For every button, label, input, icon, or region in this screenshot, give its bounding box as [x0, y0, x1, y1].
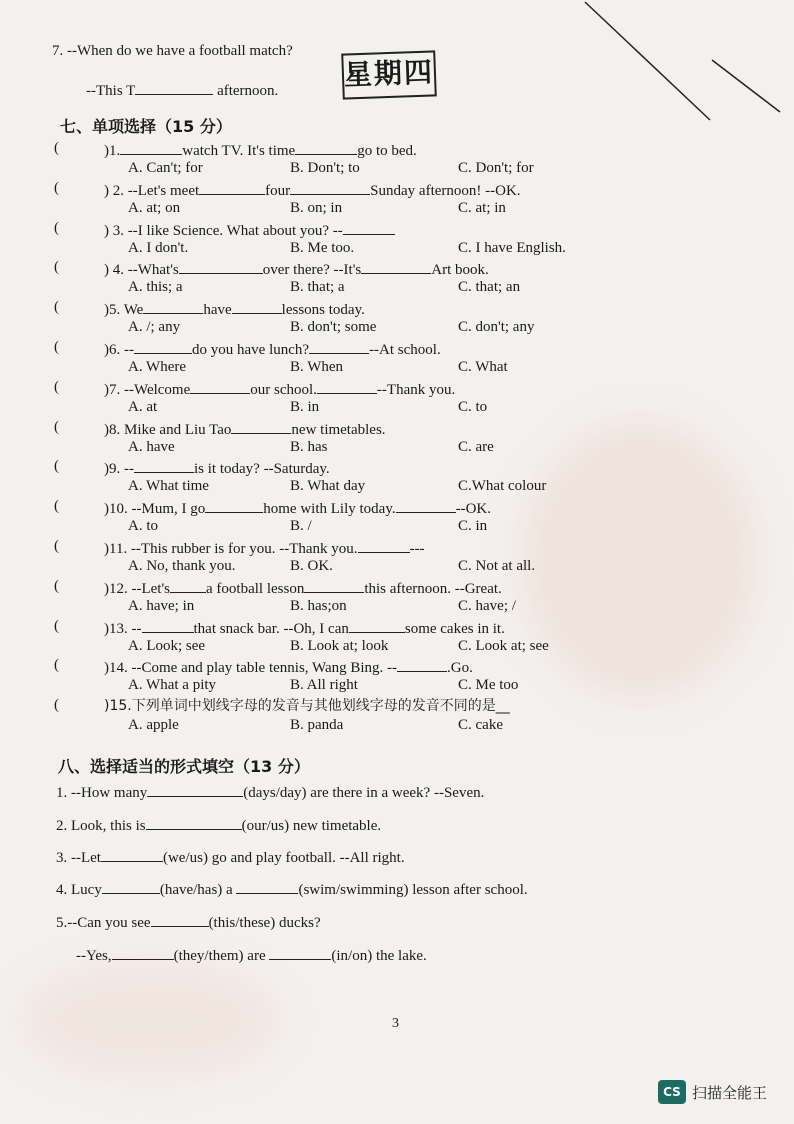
answer-blank[interactable] — [317, 379, 377, 394]
answer-paren[interactable]: ( — [54, 578, 59, 594]
answer-blank[interactable] — [397, 657, 447, 672]
option-b: B. All right — [290, 677, 358, 693]
answer-blank[interactable] — [120, 140, 182, 155]
option-b: B. What day — [290, 478, 366, 494]
answer-blank[interactable] — [179, 259, 263, 274]
option-c: C. have; / — [458, 598, 516, 614]
option-c: C. that; an — [458, 279, 521, 295]
answer-blank[interactable] — [199, 180, 265, 195]
fill-item-2: 2. Look, this is (our/us) new timetable. — [56, 815, 381, 835]
option-c: C.What colour — [458, 478, 547, 494]
option-a: A. Look; see — [128, 638, 206, 654]
answer-paren[interactable]: ( — [54, 180, 59, 196]
answer-paren[interactable]: ( — [54, 419, 59, 435]
option-a: A. What a pity — [128, 677, 217, 693]
option-b: B. Don't; to — [290, 160, 360, 176]
answer-blank[interactable] — [358, 538, 410, 553]
answer-paren[interactable]: ( — [54, 220, 59, 236]
option-a: A. No, thank you. — [128, 558, 236, 574]
q7-line2: --This T afternoon. — [86, 80, 278, 100]
question-stem: )6. -- do you have lunch? --At school. — [104, 339, 441, 359]
question-stem: )14. --Come and play table tennis, Wang Bing. -- .Go. — [104, 657, 473, 677]
page-number: 3 — [392, 1016, 399, 1031]
question-stem: )10. --Mum, I go home with Lily today. --OK. — [104, 498, 491, 518]
fill-item-5-answer: --Yes, (they/them) are (in/on) the lake. — [76, 945, 427, 965]
option-a: A. have; in — [128, 598, 195, 614]
answer-blank[interactable] — [170, 578, 206, 593]
answer-paren[interactable]: ( — [54, 538, 59, 554]
option-a: A. Can't; for — [128, 160, 203, 176]
answer-blank[interactable] — [343, 220, 395, 235]
answer-paren[interactable]: ( — [54, 299, 59, 315]
answer-blank[interactable] — [361, 259, 431, 274]
question-stem: )8. Mike and Liu Tao new timetables. — [104, 419, 386, 439]
option-b: B. panda — [290, 717, 344, 733]
option-b: B. Me too. — [290, 240, 355, 256]
answer-blank[interactable] — [231, 419, 291, 434]
cs-logo-icon: CS — [658, 1080, 686, 1104]
option-c: C. in — [458, 518, 488, 534]
answer-paren[interactable]: ( — [54, 697, 59, 713]
option-b: B. has;on — [290, 598, 347, 614]
fill-item-5: 5.--Can you see (this/these) ducks? — [56, 912, 321, 932]
option-b: B. OK. — [290, 558, 333, 574]
option-a: A. What time — [128, 478, 209, 494]
answer-blank[interactable] — [205, 498, 263, 513]
option-b: B. in — [290, 399, 320, 415]
option-a: A. at; on — [128, 200, 181, 216]
question-stem: )15.下列单词中划线字母的发音与其他划线字母的发音不同的是__ — [104, 698, 510, 714]
option-b: B. Look at; look — [290, 638, 389, 654]
option-a: A. this; a — [128, 279, 183, 295]
question-stem: )7. --Welcome our school. --Thank you. — [104, 379, 455, 399]
option-a: A. I don't. — [128, 240, 189, 256]
question-stem: )9. -- is it today? --Saturday. — [104, 458, 330, 478]
option-b: B. don't; some — [290, 319, 377, 335]
answer-paren[interactable]: ( — [54, 140, 59, 156]
answer-blank[interactable] — [396, 498, 456, 513]
answer-blank[interactable] — [295, 140, 357, 155]
answer-blank[interactable] — [134, 458, 194, 473]
weekday-stamp: 星期四 — [341, 50, 437, 99]
question-stem: )5. We have lessons today. — [104, 299, 365, 319]
answer-blank[interactable] — [143, 299, 203, 314]
option-b: B. on; in — [290, 200, 343, 216]
answer-blank[interactable] — [309, 339, 369, 354]
answer-blank[interactable] — [134, 339, 192, 354]
scanner-app-name: 扫描全能王 — [692, 1083, 768, 1102]
answer-paren[interactable]: ( — [54, 458, 59, 474]
answer-paren[interactable]: ( — [54, 339, 59, 355]
option-b: B. that; a — [290, 279, 345, 295]
fill-item-3: 3. --Let (we/us) go and play football. --All right. — [56, 847, 405, 867]
question-stem: ) 3. --I like Science. What about you? -- — [104, 220, 395, 240]
option-c: C. don't; any — [458, 319, 535, 335]
question-stem: )13. -- that snack bar. --Oh, I can some cakes in it. — [104, 618, 505, 638]
question-stem: ) 2. --Let's meet four Sunday afternoon! --OK. — [104, 180, 521, 200]
option-b: B. When — [290, 359, 344, 375]
option-c: C. cake — [458, 717, 503, 733]
fill-item-1: 1. --How many (days/day) are there in a week? --Seven. — [56, 782, 484, 802]
question-stem: )12. --Let's a football lesson this afternoon. --Great. — [104, 578, 502, 598]
option-c: C. Not at all. — [458, 558, 536, 574]
question-stem: )11. --This rubber is for you. --Thank you. --- — [104, 538, 425, 558]
answer-paren[interactable]: ( — [54, 379, 59, 395]
section7-title: 七、单项选择（15 分） — [60, 117, 232, 136]
option-a: A. Where — [128, 359, 187, 375]
q7-line1: 7. --When do we have a football match? — [52, 43, 293, 59]
answer-paren[interactable]: ( — [54, 498, 59, 514]
option-c: C. Me too — [458, 677, 519, 693]
option-b: B. / — [290, 518, 312, 534]
option-c: C. at; in — [458, 200, 506, 216]
section8-title: 八、选择适当的形式填空（13 分） — [58, 757, 310, 776]
answer-blank[interactable] — [304, 578, 364, 593]
option-a: A. at — [128, 399, 158, 415]
answer-paren[interactable]: ( — [54, 618, 59, 634]
option-c: C. Look at; see — [458, 638, 549, 654]
scanner-logo — [658, 1080, 767, 1104]
question-stem: )1. watch TV. It's time go to bed. — [104, 140, 417, 160]
option-a: A. to — [128, 518, 158, 534]
answer-blank[interactable] — [232, 299, 282, 314]
option-c: C. What — [458, 359, 508, 375]
answer-blank[interactable] — [290, 180, 370, 195]
option-c: C. are — [458, 439, 494, 455]
option-b: B. has — [290, 439, 328, 455]
option-c: C. I have English. — [458, 240, 566, 256]
option-c: C. to — [458, 399, 488, 415]
option-a: A. apple — [128, 717, 179, 733]
answer-paren[interactable]: ( — [54, 259, 59, 275]
answer-paren[interactable]: ( — [54, 657, 59, 673]
fill-item-4: 4. Lucy (have/has) a (swim/swimming) lesson after school. — [56, 879, 528, 899]
option-a: A. /; any — [128, 319, 181, 335]
answer-blank[interactable] — [190, 379, 250, 394]
answer-blank[interactable] — [142, 618, 194, 633]
option-c: C. Don't; for — [458, 160, 534, 176]
option-a: A. have — [128, 439, 175, 455]
answer-blank[interactable] — [349, 618, 405, 633]
question-stem: ) 4. --What's over there? --It's Art book. — [104, 259, 489, 279]
